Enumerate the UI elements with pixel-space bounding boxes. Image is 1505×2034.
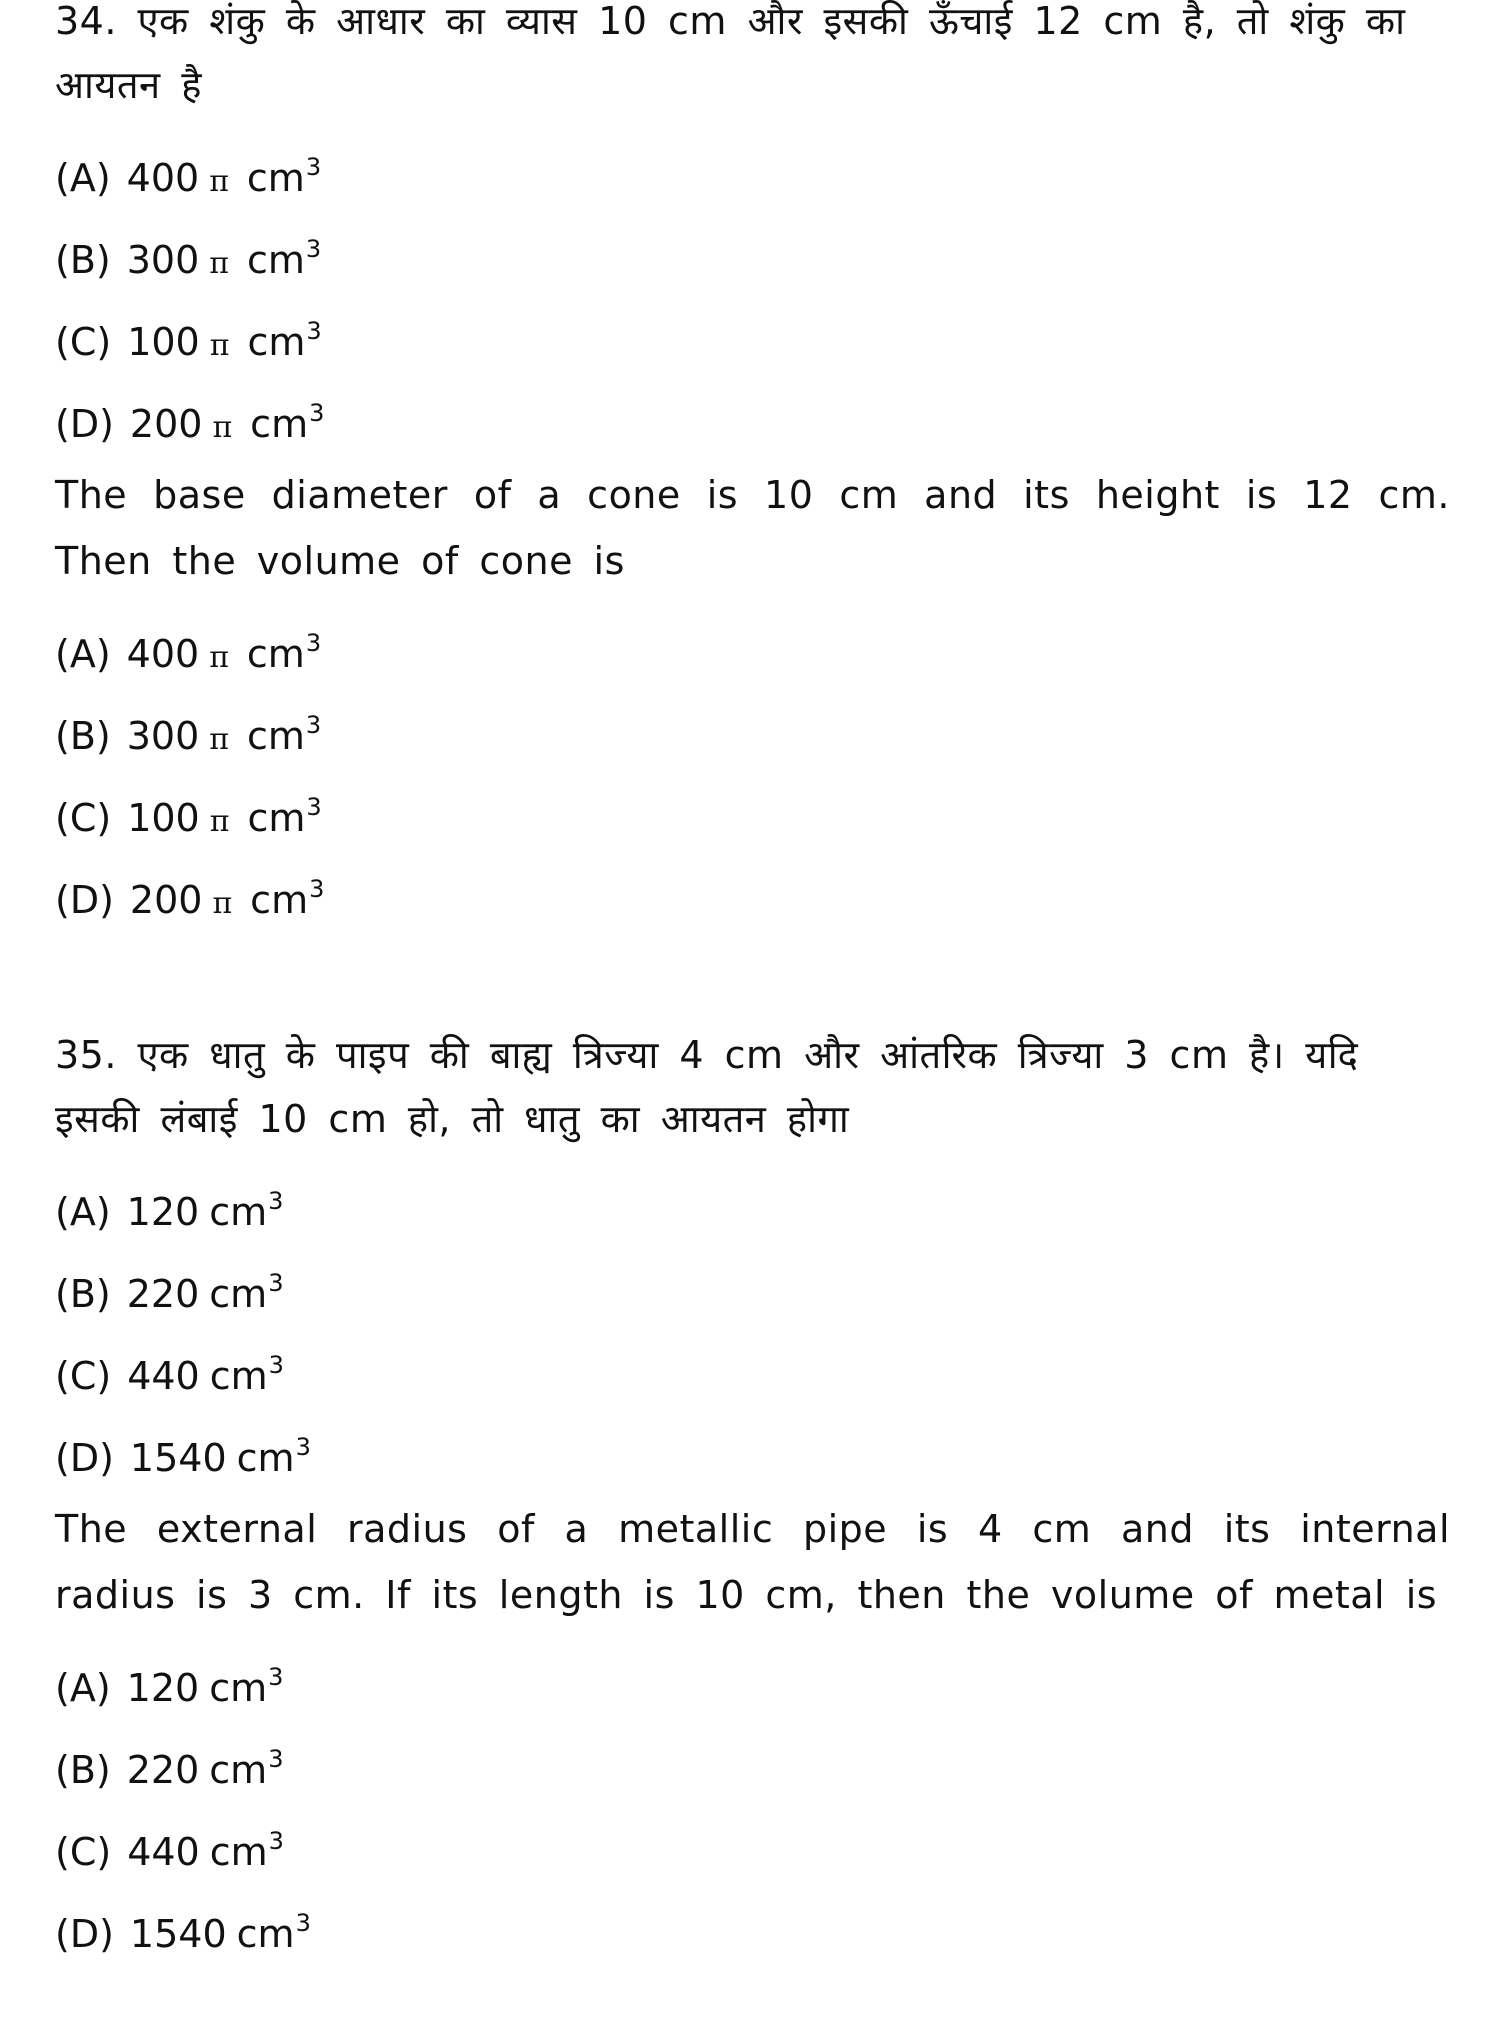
option-label: (B) [55, 238, 111, 282]
option-exponent: 3 [268, 1827, 284, 1855]
q34-hindi-option-a [55, 144, 321, 205]
q35-english-option-c [55, 1818, 284, 1875]
option-value: 100 [127, 796, 200, 840]
q34-english-option-d [55, 866, 324, 927]
pi-symbol: π [209, 328, 230, 363]
option-unit: cm [246, 238, 305, 282]
option-label: (D) [55, 402, 114, 446]
option-label: (B) [55, 1748, 111, 1792]
option-value: 200 [129, 402, 203, 446]
option-label: (C) [55, 1354, 112, 1398]
q34-hindi-option-b [55, 226, 321, 287]
q35-hindi-option-c [55, 1342, 284, 1399]
option-exponent: 3 [268, 1351, 284, 1379]
option-unit: cm [209, 1272, 268, 1316]
option-value: 400 [126, 632, 200, 676]
option-value: 220 [126, 1748, 200, 1792]
q35-hindi-option-d [55, 1424, 311, 1481]
option-label: (A) [55, 1666, 111, 1710]
option-value: 200 [129, 878, 203, 922]
option-unit: cm [209, 1354, 268, 1398]
option-unit: cm [209, 1666, 268, 1710]
pi-symbol: π [209, 246, 229, 281]
option-value: 440 [127, 1354, 200, 1398]
option-exponent: 3 [295, 1433, 311, 1461]
option-unit: cm [246, 714, 305, 758]
pi-symbol: π [212, 886, 233, 921]
option-unit: cm [209, 1748, 268, 1792]
option-label: (C) [55, 320, 112, 364]
q34-english-text: The base diameter of a cone is 10 cm and its height is 12 cm. Then the volume of cone is [55, 473, 1450, 583]
option-value: 300 [126, 238, 200, 282]
option-unit: cm [247, 796, 306, 840]
option-exponent: 3 [306, 317, 322, 345]
option-value: 1540 [129, 1912, 227, 1956]
option-value: 120 [126, 1666, 200, 1710]
option-exponent: 3 [309, 875, 325, 903]
option-exponent: 3 [305, 629, 322, 657]
q34-english-option-b [55, 702, 321, 763]
option-label: (D) [55, 1436, 114, 1480]
option-label: (A) [55, 156, 111, 200]
option-value: 100 [127, 320, 200, 364]
q35-hindi-line-1: 35. एक धातु के पाइप की बाह्य त्रिज्या 4 cm और आंतरिक त्रिज्या 3 cm है। यदि [55, 1033, 1359, 1077]
option-unit: cm [236, 1436, 295, 1480]
option-label: (B) [55, 1272, 111, 1316]
option-value: 1540 [129, 1436, 227, 1480]
q34-hindi-line-2: आयतन है [55, 63, 202, 107]
q35-hindi-option-b [55, 1260, 283, 1317]
q35-english-option-b [55, 1736, 283, 1793]
pi-symbol: π [209, 164, 229, 199]
pi-symbol: π [209, 640, 229, 675]
option-unit: cm [246, 632, 305, 676]
option-exponent: 3 [309, 399, 325, 427]
option-exponent: 3 [305, 235, 322, 263]
option-label: (B) [55, 714, 111, 758]
option-value: 220 [126, 1272, 200, 1316]
q35-english-option-d [55, 1900, 311, 1957]
option-exponent: 3 [268, 1745, 284, 1773]
option-label: (D) [55, 878, 114, 922]
option-exponent: 3 [306, 793, 322, 821]
q34-hindi-option-c [55, 308, 322, 369]
option-value: 300 [126, 714, 200, 758]
q35-english-text: The external radius of a metallic pipe is 4 cm and its internal radius is 3 cm. If its length is 10 cm, then the volume of metal is [55, 1507, 1450, 1617]
option-exponent: 3 [295, 1909, 311, 1937]
q34-hindi-option-d [55, 390, 324, 451]
q35-hindi-line-2: इसकी लंबाई 10 cm हो, तो धातु का आयतन होगा [55, 1097, 850, 1141]
option-value: 120 [126, 1190, 200, 1234]
option-label: (D) [55, 1912, 114, 1956]
pi-symbol: π [212, 410, 233, 445]
option-unit: cm [247, 320, 306, 364]
option-unit: cm [236, 1912, 295, 1956]
pi-symbol: π [209, 804, 230, 839]
option-unit: cm [209, 1830, 268, 1874]
pi-symbol: π [209, 722, 229, 757]
q35-english-option-a [55, 1654, 283, 1711]
option-exponent: 3 [268, 1269, 284, 1297]
option-value: 400 [126, 156, 200, 200]
option-unit: cm [209, 1190, 268, 1234]
option-unit: cm [250, 878, 309, 922]
option-label: (C) [55, 796, 112, 840]
option-label: (C) [55, 1830, 112, 1874]
option-unit: cm [250, 402, 309, 446]
option-unit: cm [246, 156, 305, 200]
option-value: 440 [127, 1830, 200, 1874]
option-exponent: 3 [305, 153, 322, 181]
q34-english-option-a [55, 620, 321, 681]
option-exponent: 3 [268, 1187, 284, 1215]
option-exponent: 3 [268, 1663, 284, 1691]
option-label: (A) [55, 1190, 111, 1234]
option-exponent: 3 [305, 711, 322, 739]
q35-hindi-option-a [55, 1178, 283, 1235]
option-label: (A) [55, 632, 111, 676]
q34-hindi-line-1: 34. एक शंकु के आधार का व्यास 10 cm और इसकी ऊँचाई 12 cm है, तो शंकु का [55, 0, 1406, 43]
q34-english-option-c [55, 784, 322, 845]
